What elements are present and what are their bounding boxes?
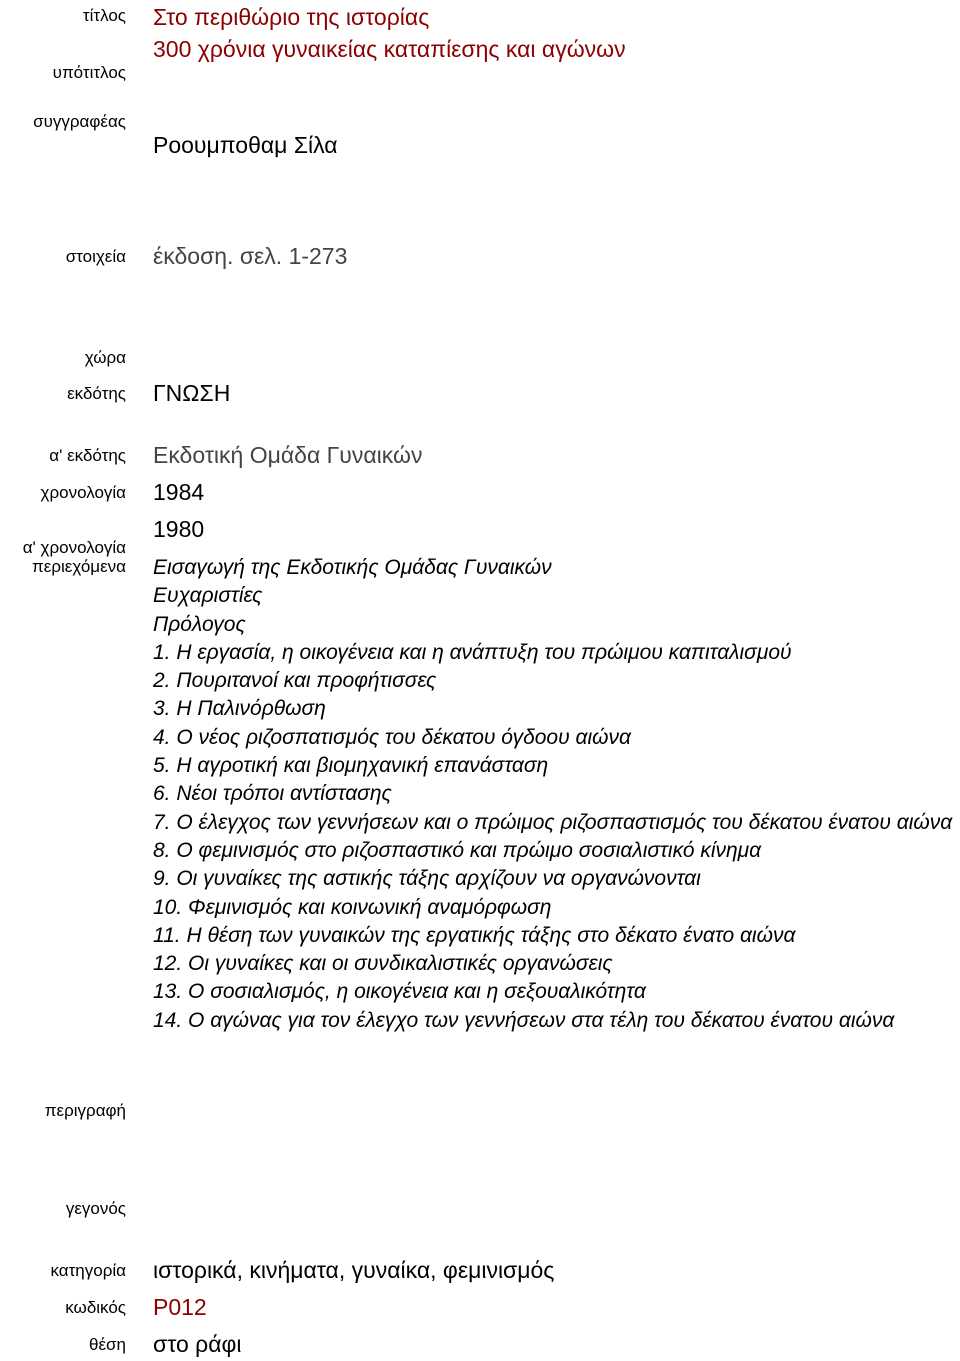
contents-item: 7. Ο έλεγχος των γεννήσεων και ο πρώιμος ριζοσπαστισμός του δέκατου ένατου αιώνα [153, 810, 953, 834]
label-category: κατηγορία [50, 1261, 126, 1280]
contents-item: 13. Ο σοσιαλισμός, η οικογένεια και η σεξουαλικότητα [153, 980, 646, 1004]
book-title: Στο περιθώριο της ιστορίας [153, 4, 430, 30]
label-first-publisher: α' εκδότης [49, 446, 126, 465]
publisher-name: ΓΝΩΣΗ [153, 380, 231, 406]
contents-item: 8. Ο φεμινισμός στο ριζοσπαστικό και πρώιμο σοσιαλιστικό κίνημα [153, 838, 762, 862]
shelf-position: στο ράφι [153, 1331, 242, 1357]
label-publisher: εκδότης [67, 384, 126, 403]
book-subtitle: 300 χρόνια γυναικείας καταπίεσης και αγώνων [153, 36, 626, 62]
contents-item: 14. Ο αγώνας για τον έλεγχο των γεννήσεων στα τέλη του δέκατου ένατου αιώνα [153, 1008, 895, 1032]
category-tags: ιστορικά, κινήματα, γυναίκα, φεμινισμός [153, 1257, 555, 1283]
contents-item: 10. Φεμινισμός και κοινωνική αναμόρφωση [153, 895, 552, 919]
contents-item: 11. Η θέση των γυναικών της εργατικής τάξης στο δέκατο ένατο αιώνα [153, 923, 796, 947]
contents-item: Πρόλογος [153, 612, 246, 636]
label-title: τίτλος [82, 6, 126, 25]
contents-item: 6. Νέοι τρόποι αντίστασης [153, 782, 392, 806]
author-name: Ροουμποθαμ Σίλα [153, 132, 338, 158]
label-subtitle: υπότιτλος [52, 63, 126, 82]
publication-year: 1984 [153, 479, 205, 505]
label-details: στοιχεία [65, 247, 126, 266]
label-fact: γεγονός [65, 1199, 126, 1218]
contents-item: 5. Η αγροτική και βιομηχανική επανάσταση [153, 754, 549, 778]
label-description: περιγραφή [44, 1101, 126, 1120]
contents-list [153, 554, 960, 1082]
contents-item: 4. Ο νέος ριζοσπατισμός του δέκατου όγδοου αιώνα [153, 725, 631, 749]
label-first-year: α' χρονολογία [22, 538, 126, 557]
contents-item: 3. Η Παλινόρθωση [153, 697, 326, 721]
label-author: συγγραφέας [33, 112, 126, 131]
label-contents: περιεχόμενα [32, 557, 126, 576]
edition-details: έκδοση. σελ. 1-273 [153, 243, 348, 269]
contents-item: 9. Οι γυναίκες της αστικής τάξης αρχίζουν να οργανώνονται [153, 867, 701, 891]
contents-item: Εισαγωγή της Εκδοτικής Ομάδας Γυναικών [153, 556, 552, 579]
first-publication-year: 1980 [153, 516, 205, 542]
label-position: θέση [89, 1335, 126, 1354]
first-publisher-name: Εκδοτική Ομάδα Γυναικών [153, 442, 423, 468]
label-year: χρονολογία [40, 483, 126, 502]
contents-item: 12. Οι γυναίκες και οι συνδικαλιστικές οργανώσεις [153, 952, 613, 976]
label-code: κωδικός [65, 1298, 126, 1317]
contents-item: 2. Πουριτανοί και προφήτισσες [153, 669, 437, 693]
item-code: P012 [153, 1294, 207, 1320]
contents-item: 1. Η εργασία, η οικογένεια και η ανάπτυξη του πρώιμου καπιταλισμού [153, 640, 792, 664]
label-country: χώρα [84, 348, 126, 367]
contents-item: Ευχαριστίες [153, 584, 263, 608]
